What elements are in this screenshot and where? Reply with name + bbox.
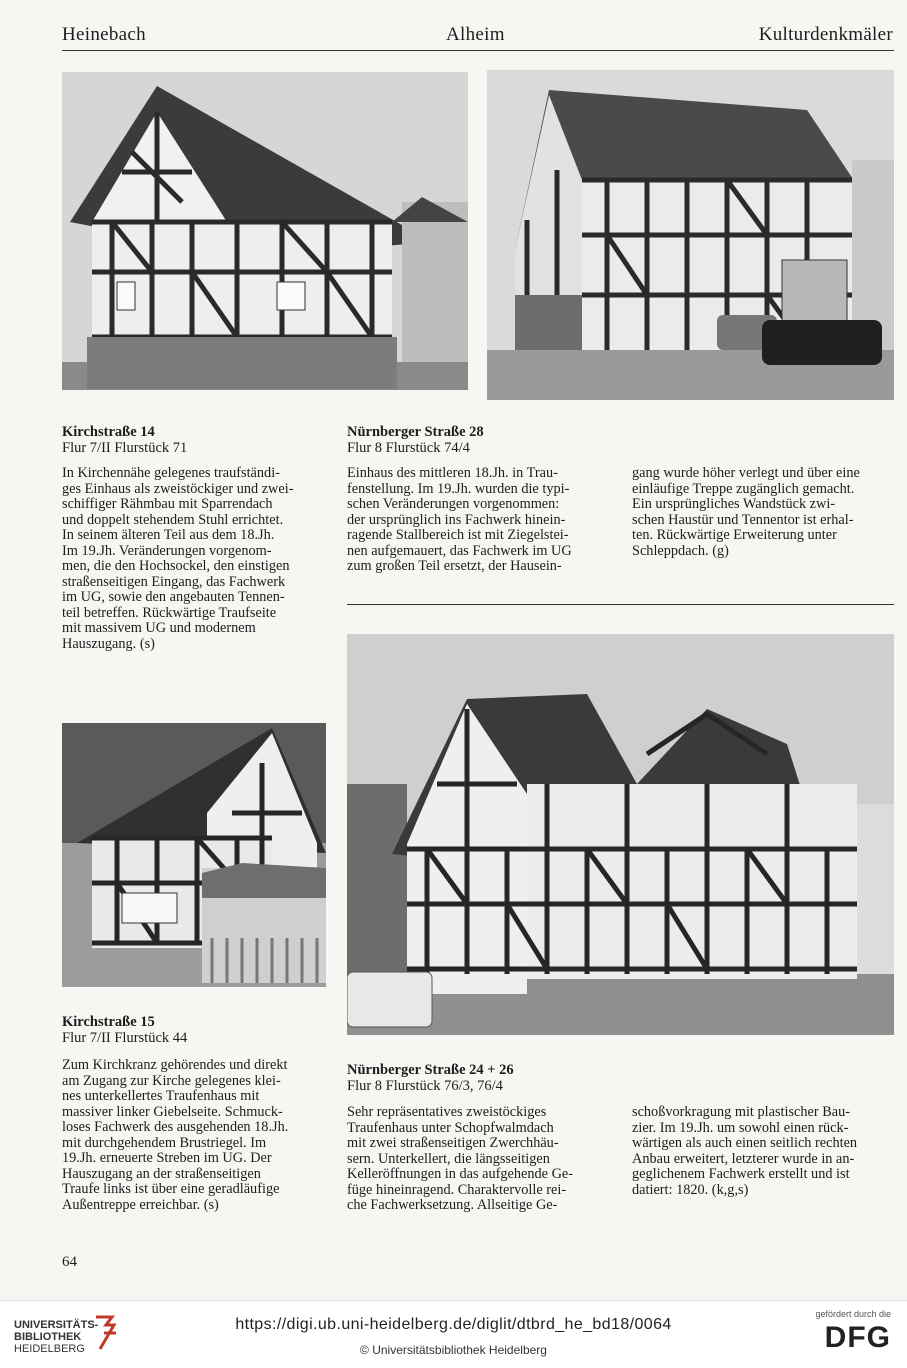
entry-title-nuernberger-24-26: Nürnberger Straße 24 + 26 [347, 1062, 514, 1078]
page-number: 64 [62, 1254, 77, 1270]
library-logo[interactable]: UNIVERSITÄTS- BIBLIOTHEK HEIDELBERG [14, 1319, 99, 1355]
entry-flur-kirchstrasse-14: Flur 7/II Flurstück 71 [62, 440, 188, 456]
dfg-logo[interactable]: DFG [824, 1321, 891, 1354]
photo-nuernberger-strasse-28 [487, 70, 894, 400]
entry-flur-nuernberger-24-26: Flur 8 Flurstück 76/3, 76/4 [347, 1078, 503, 1094]
viewer-footer [0, 1300, 907, 1368]
copyright-notice: © Universitätsbibliothek Heidelberg [360, 1343, 547, 1357]
section-rule [347, 604, 894, 605]
entry-flur-nuernberger-28: Flur 8 Flurstück 74/4 [347, 440, 470, 456]
entry-text-kirchstrasse-14: In Kirchennähe gelegenes traufständi- ges Einhaus als zweistöckiger und zwei- schiffiger Rähmbau mit Sparrendach und doppelt stehendem Stuhl errichtet. In seinem älteren Teil aus dem 18.Jh. Im 19.Jh. Veränderungen vorgenom- men, die den Hochsockel, den einstigen straßenseitigen Eingang, das Fachwerk im UG, sowie den angebauten Tennen- teil betreffen. Rückwärtige Traufseite mit massivem UG und modernem Hauszugang. (s) [62, 465, 294, 652]
photo-kirchstrasse-14 [62, 72, 468, 390]
document-url-link[interactable]: https://digi.ub.uni-heidelberg.de/diglit/dtbrd_he_bd18/0064 [235, 1316, 672, 1333]
entry-text-nuernberger-24-26-col2: schoßvorkragung mit plastischer Bau- zier. Im 19.Jh. um sowohl einen rück- wärtigen als auch einen seitlich rechten Anbau erweitert, letzterer wurde in an- geglichenem Fachwerk erstellt und ist datiert: 1820. (k,g,s) [632, 1104, 858, 1198]
running-header-center: Alheim [446, 24, 505, 45]
entry-flur-kirchstrasse-15: Flur 7/II Flurstück 44 [62, 1030, 188, 1046]
entry-text-kirchstrasse-15: Zum Kirchkranz gehörendes und direkt am Zugang zur Kirche gelegenes klei- nes unterkellertes Traufenhaus mit massiver linker Giebelseite. Schmuck- loses Fachwerk des ausgehenden 18.Jh. mit durchgehendem Brustriegel. Im 19.Jh. erneuerte Streben im UG. Der Hauszugang an der straßenseitigen Traufe links ist über eine geradläufige Außentreppe erreichbar. (s) [62, 1057, 289, 1213]
entry-text-nuernberger-28-col1: Einhaus des mittleren 18.Jh. in Trau- fenstellung. Im 19.Jh. wurden die typi- schen Veränderungen vorgenommen: der ursprünglich ins Fachwerk hinein- ragende Stallbereich ist mit Ziegelstei- nen aufgemauert, das Fachwerk im UG zum großen Teil ersetzt, der Hausein- [347, 465, 572, 574]
running-header-right: Kulturdenkmäler [758, 24, 893, 45]
header-rule [62, 50, 894, 51]
entry-title-nuernberger-28: Nürnberger Straße 28 [347, 424, 484, 440]
entry-text-nuernberger-28-col2: gang wurde höher verlegt und über eine einläufige Treppe zugänglich gemacht. Ein ursprüngliches Wandstück zwi- schen Haustür und Tennentor ist erhal- ten. Rückwärtige Erweiterung unter Schleppdach. (g) [632, 465, 860, 559]
entry-text-nuernberger-24-26-col1: Sehr repräsentatives zweistöckiges Traufenhaus unter Schopfwalmdach mit zwei straßenseitigen Zwerchhäu- sern. Unterkellert, die längsseitigen Kelleröffnungen in das aufgehende Ge- füge hineinragend. Charaktervolle rei- che Fachwerksetzung. Allseitige Ge- [347, 1104, 574, 1213]
photo-nuernberger-strasse-24-26 [347, 634, 894, 1035]
funder-note: gefördert durch die [815, 1309, 891, 1319]
entry-title-kirchstrasse-15: Kirchstraße 15 [62, 1014, 155, 1030]
entry-title-kirchstrasse-14: Kirchstraße 14 [62, 424, 155, 440]
photo-kirchstrasse-15 [62, 723, 326, 987]
running-header-left: Heinebach [62, 24, 146, 45]
